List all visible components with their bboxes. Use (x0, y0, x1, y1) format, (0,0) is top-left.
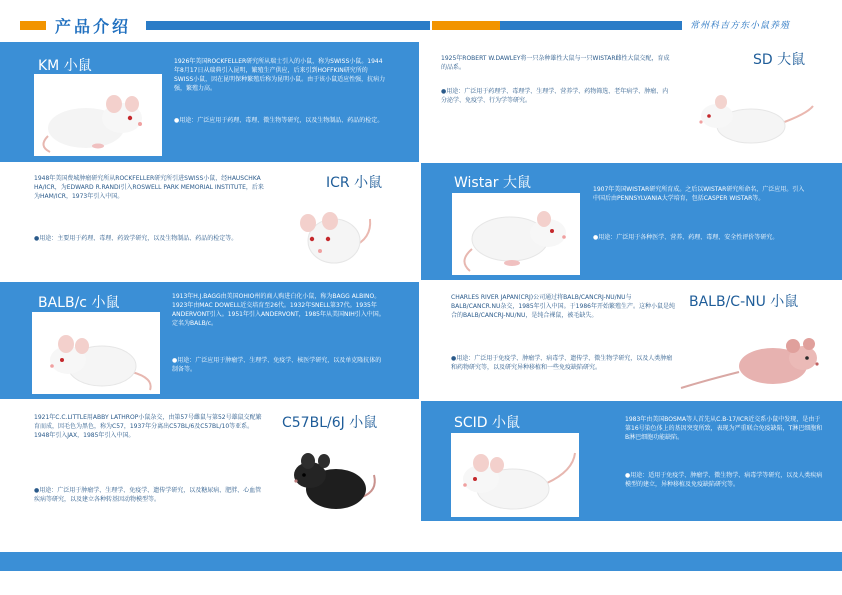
product-use: ●用途：广泛应用于肿瘤学、生理学、免疫学、核医学研究，以及单克隆抗体的制备等。 (172, 357, 382, 373)
product-use: ●用途：广泛应用于药理、毒理、微生物等研究，以及生物制品、药品的检定。 (174, 117, 384, 124)
product-card-sd (421, 42, 842, 162)
product-card-balbc-nu (421, 282, 842, 399)
product-description: 1921年C.C.LITTLE用ABBY LATHROP小鼠杂交，由第57号雌鼠与第52号雄鼠交配繁育而成，因毛色为黑色，称为C57，1937年分离出C57BL/6及C57BL/10等亚系。1948年引入JAX，1985年引入中国。 (34, 414, 262, 439)
white-mouse-icon (286, 193, 376, 273)
product-description: CHARLES RIVER JAPAN(CRJ)公司通过将BALB/CANCRJ-NU/NU与BALB/CANCR.NU杂交，1985年引入中国。于1986年开始繁殖生产。这种小鼠是纯合的BALB/CANCRJ-NU/NU，是纯合裸鼠，被毛缺失。 (451, 294, 675, 319)
product-description: 1926年美国ROCKFELLER研究所从瑞士引入的小鼠，称为SWISS小鼠。1944年8月17日从瑞典引入昆明，繁殖生产供应，后来引到HOFFKIN研究所的SWISS小鼠，因在昆明保种繁殖后称为昆明小鼠。由于该小鼠适应性强，抗病力强，繁殖力高。 (174, 58, 386, 92)
page-title: 产品介绍 (55, 17, 132, 36)
page-header (0, 0, 842, 38)
product-card-km (0, 42, 419, 162)
product-name: BALB/C-NU 小鼠 (689, 294, 799, 310)
product-card-wistar (421, 163, 842, 280)
product-name: ICR 小鼠 (326, 175, 383, 191)
header-blue-bar (146, 21, 430, 30)
header-blue-bar-right (500, 21, 682, 30)
product-description: 1913年H.J.BAGG由美国OHIO州的商人购进白化小鼠，称为BAGG ALBINO。1923年由MAC DOWELL近交培育至26代。1932年SNELL第37代。1935年ANDERVONT引入。1951年引入ANDERVONT，1985年从美国NIH引入中国。定名为BALB/c。 (172, 293, 385, 327)
product-use: ●用途：适用于免疫学、肿瘤学、微生物学、病毒学等研究，以及人类疾病模型的建立，异种移植及免疫缺陷研究等。 (625, 472, 823, 488)
white-mouse-icon (32, 312, 160, 394)
white-mouse-icon (34, 74, 162, 156)
product-description: 1907年美国WISTAR研究所育成。之后以WISTAR研究所命名，广泛应用。引入中国后由PENNSYLVANIA大学培育，包括CASPER WISTAR等。 (593, 186, 805, 202)
product-card-balbc (0, 282, 419, 399)
header-slogan: 常州科吉方东小鼠养殖 (690, 21, 791, 31)
product-name: KM 小鼠 (38, 58, 92, 74)
product-photo (452, 193, 580, 275)
product-name: C57BL/6J 小鼠 (282, 415, 378, 431)
product-photo (282, 435, 382, 515)
product-description: 1983年由美国BOSMA等人首先从C.B-17/ICR近交系小鼠中发现，是由于第16号染色体上的基因突变所致，表现为严重联合免疫缺陷，T淋巴细胞和B淋巴细胞功能缺陷。 (625, 416, 823, 441)
product-use: ●用途：广泛用于肿瘤学、生理学、免疫学、遗传学研究，以及糖尿病、肥胖、心血管疾病等研究，以及建立各种转基因动物模型等。 (34, 487, 262, 503)
product-photo (286, 193, 376, 273)
product-photo (687, 80, 817, 150)
product-use: ●用途：广泛用于免疫学、肿瘤学、病毒学、遗传学、微生物学研究，以及人类肿瘤和药物研究等，以及研究异种移植和一些免疫缺陷研究。 (451, 355, 673, 371)
product-use: ●用途：广泛用于各种医学、营养、药理、毒理、安全性评价等研究。 (593, 234, 779, 241)
product-name: BALB/c 小鼠 (38, 295, 120, 311)
product-card-c57bl6j (0, 401, 419, 521)
nude-mouse-icon (677, 328, 825, 394)
product-card-icr (0, 163, 419, 280)
product-photo (451, 433, 579, 517)
product-card-scid (421, 401, 842, 521)
product-use: ●用途：主要用于药理、毒理、药效学研究，以及生物制品、药品的检定等。 (34, 235, 238, 242)
product-photo (34, 74, 162, 156)
page-footer-bar (0, 552, 842, 571)
product-photo (677, 328, 825, 394)
product-name: Wistar 大鼠 (454, 175, 531, 191)
product-name: SCID 小鼠 (454, 415, 521, 431)
white-rat-icon (687, 80, 817, 150)
black-mouse-icon (282, 435, 382, 515)
product-description: 1948年美国费城肿瘤研究所从ROCKFELLER研究所引进SWISS小鼠，经HAUSCHKA HA/ICR，为EDWARD R.RANDI引入ROSWELL PARK MEMORIAL INSTITUTE，后来为HAM/ICR，1973年引入中国。 (34, 175, 264, 200)
header-orange-bar-right (432, 21, 500, 30)
header-orange-bar-left (20, 21, 46, 30)
white-mouse-icon (451, 433, 579, 517)
product-name: SD 大鼠 (753, 52, 806, 68)
product-photo (32, 312, 160, 394)
product-use: ●用途：广泛用于药理学、毒理学、生理学、营养学、药物筛选、老年病学、肿瘤、内分泌学、免疫学、行为学等研究。 (441, 88, 669, 104)
white-rat-icon (452, 193, 580, 275)
product-description: 1925年ROBERT W.DAWLEY将一只杂种雄性大鼠与一只WISTAR雌性大鼠交配，育成的品系。 (441, 55, 670, 71)
